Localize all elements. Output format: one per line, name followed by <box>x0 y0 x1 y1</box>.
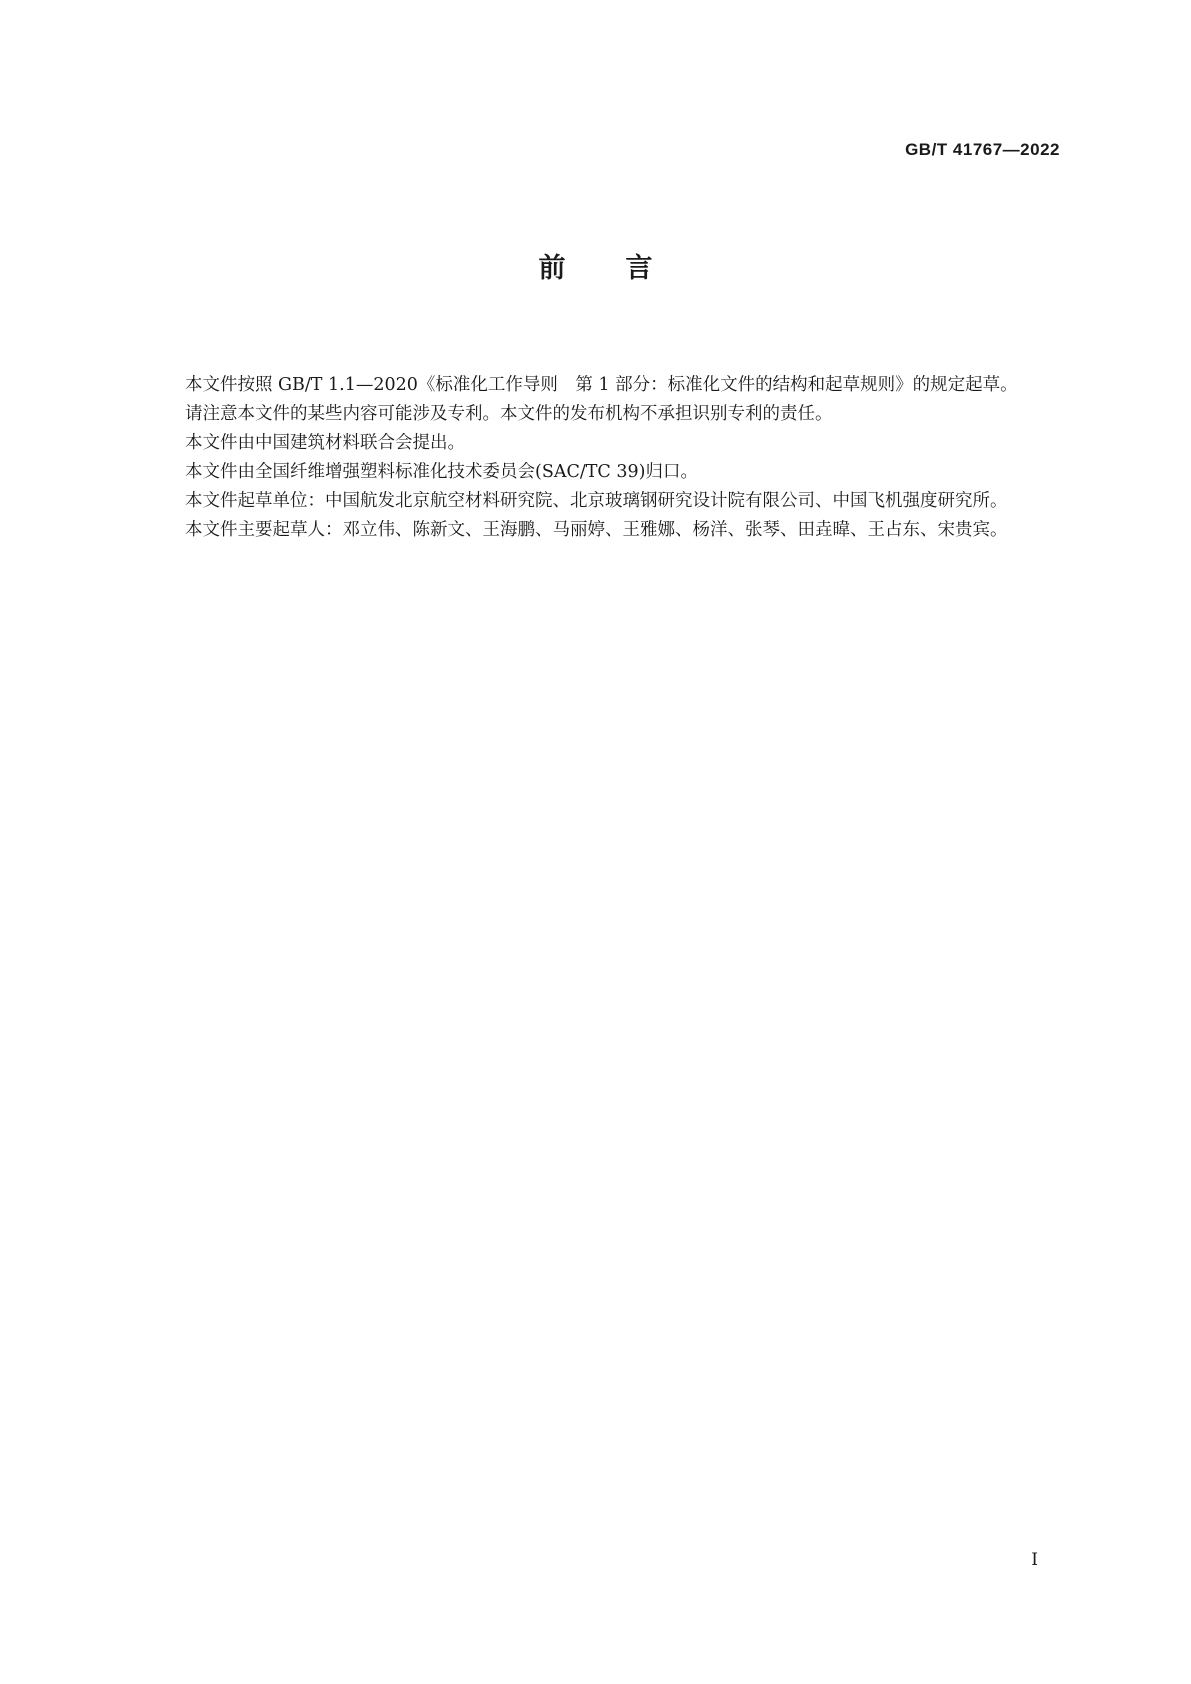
paragraph-drafters: 本文件主要起草人：邓立伟、陈新文、王海鹏、马丽婷、王雅娜、杨洋、张琴、田垚暐、王占东、宋贵宾。 <box>185 520 1008 540</box>
standard-code: GB/T 41767—2022 <box>905 140 1060 159</box>
paragraph-drafting-units: 本文件起草单位：中国航发北京航空材料研究院、北京玻璃钢研究设计院有限公司、中国飞机强度研究所。 <box>185 491 1008 511</box>
paragraph-under-jurisdiction: 本文件由全国纤维增强塑料标准化技术委员会(SAC/TC 39)归口。 <box>185 462 698 482</box>
paragraph-proposed-by: 本文件由中国建筑材料联合会提出。 <box>185 433 465 453</box>
paragraph-drafting-rules: 本文件按照 GB/T 1.1—2020《标准化工作导则 第 1 部分：标准化文件的结构和起草规则》的规定起草。 <box>185 375 1018 395</box>
foreword-body <box>143 371 1061 545</box>
paragraph-patent-notice: 请注意本文件的某些内容可能涉及专利。本文件的发布机构不承担识别专利的责任。 <box>185 404 833 424</box>
page-number: I <box>1031 1550 1038 1570</box>
page-title: 前言 <box>538 253 713 284</box>
